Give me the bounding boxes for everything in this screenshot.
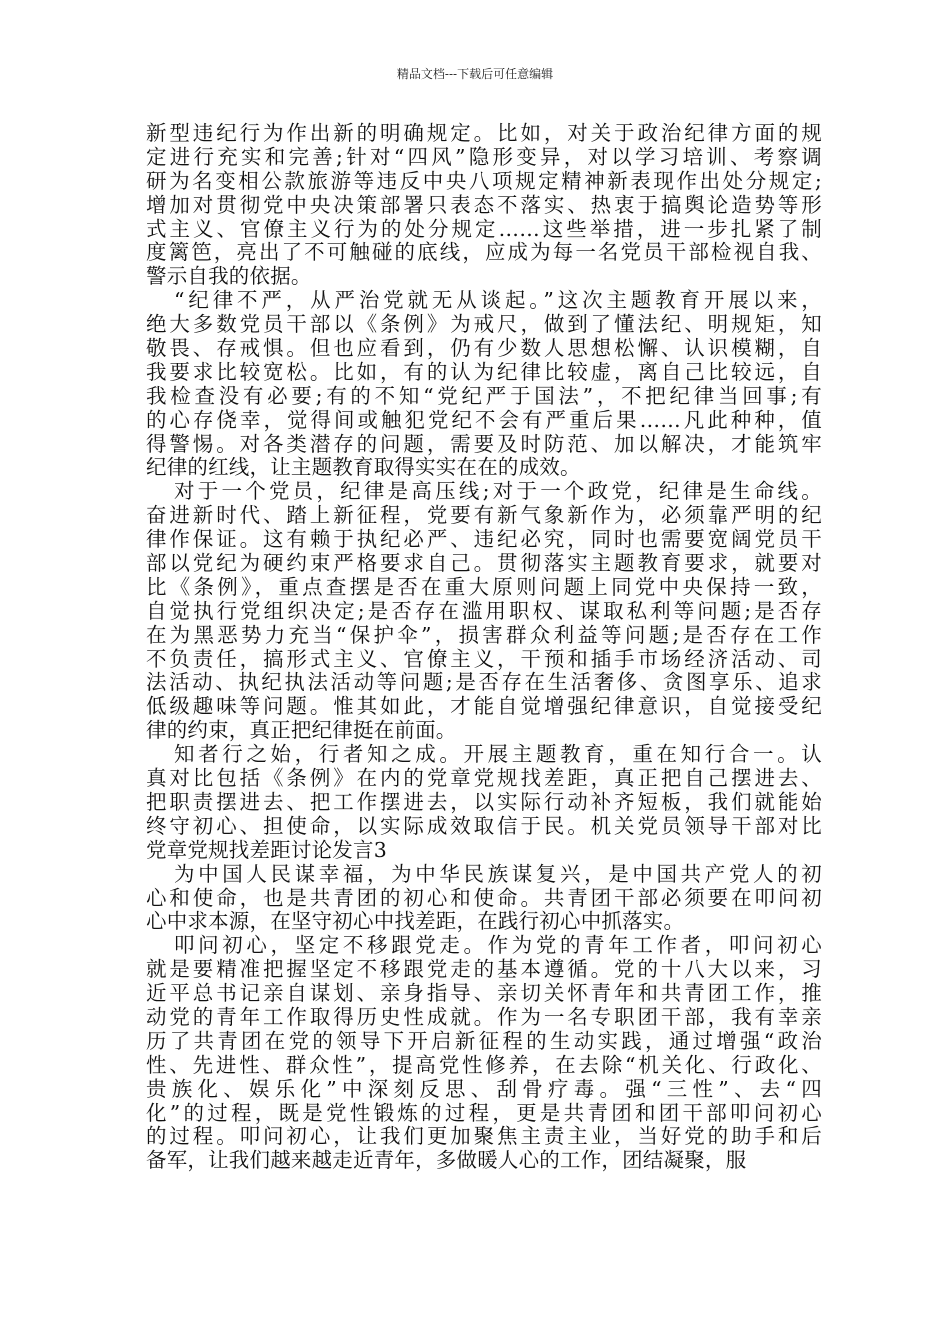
paragraph-line: 心和使命，也是共青团的初心和使命。共青团干部必须要在叩问初: [146, 885, 822, 910]
paragraph-line: 定进行充实和完善;针对“四风”隐形变异，对以学习培训、考察调: [146, 144, 822, 169]
paragraph-line: 得警惕。对各类潜存的问题，需要及时防范、加以解决，才能筑牢: [146, 431, 822, 456]
paragraph-line: 备军，让我们越来越走近青年，多做暖人心的工作，团结凝聚，服: [146, 1148, 747, 1173]
paragraph-line: 的心存侥幸，觉得间或触犯党纪不会有严重后果……凡此种种，值: [146, 407, 822, 432]
paragraph-line: 心中求本源，在坚守初心中找差距，在践行初心中抓落实。: [146, 909, 685, 934]
paragraph-line: 叩问初心，坚定不移跟党走。作为党的青年工作者，叩问初心: [174, 933, 822, 958]
paragraph-line: 式主义、官僚主义行为的处分规定……这些举措，进一步扎紧了制: [146, 216, 822, 241]
paragraph-line: 自觉执行党组织决定;是否存在滥用职权、谋取私利等问题;是否存: [146, 598, 822, 623]
paragraph-line: 纪律的红线，让主题教育取得实实在在的成效。: [146, 455, 581, 480]
paragraph-line: 我检查没有必要;有的不知“党纪严于国法”，不把纪律当回事;有: [146, 383, 822, 408]
paragraph-line: 警示自我的依据。: [146, 264, 312, 289]
paragraph-line: 知者行之始，行者知之成。开展主题教育，重在知行合一。认: [174, 742, 822, 767]
paragraph-line: 增加对贯彻党中央决策部署只表态不落实、热衷于搞舆论造势等形: [146, 192, 822, 217]
paragraph-line: 就是要精准把握坚定不移跟党走的基本遵循。党的十八大以来，习: [146, 957, 822, 982]
paragraph-line: 在为黑恶势力充当“保护伞”，损害群众利益等问题;是否存在工作: [146, 622, 822, 647]
paragraph-line: 化”的过程，既是党性锻炼的过程，更是共青团和团干部叩问初心: [146, 1100, 822, 1125]
paragraph-line: 研为名变相公款旅游等违反中央八项规定精神新表现作出处分规定;: [146, 168, 822, 193]
paragraph-line: 律作保证。这有赖于执纪必严、违纪必究，同时也需要宽阔党员干: [146, 527, 822, 552]
paragraph-line: 近平总书记亲自谋划、亲身指导、亲切关怀青年和共青团工作，推: [146, 981, 822, 1006]
paragraph-line: “纪律不严，从严治党就无从谈起。”这次主题教育开展以来，: [174, 288, 822, 313]
paragraph-line: 部以党纪为硬约束严格要求自己。贯彻落实主题教育要求，就要对: [146, 551, 822, 576]
paragraph-line: 法活动、执纪执法活动等问题;是否存在生活奢侈、贪图享乐、追求: [146, 670, 822, 695]
paragraph: [146, 122, 822, 289]
paragraph-line: 度篱笆，亮出了不可触碰的底线，应成为每一名党员干部检视自我、: [146, 240, 822, 265]
paragraph-line: 律的约束，真正把纪律挺在前面。: [146, 718, 457, 743]
paragraph-line: 奋进新时代、踏上新征程，党要有新气象新作为，必须靠严明的纪: [146, 503, 822, 528]
paragraph: [146, 863, 822, 935]
paragraph-line: 绝大多数党员干部以《条例》为戒尺，做到了懂法纪、明规矩，知: [146, 312, 822, 337]
paragraph-line: 新型违纪行为作出新的明确规定。比如，对关于政治纪律方面的规: [146, 121, 822, 145]
paragraph-line: 我要求比较宽松。比如，有的认为纪律比较虚，离自己比较远，自: [146, 359, 822, 384]
paragraph-line: 不负责任，搞形式主义、官僚主义，干预和插手市场经济活动、司: [146, 646, 822, 671]
paragraph: [146, 480, 822, 743]
paragraph-line: 为中国人民谋幸福，为中华民族谋复兴，是中国共产党人的初: [174, 861, 822, 886]
paragraph-line: 对于一个党员，纪律是高压线;对于一个政党，纪律是生命线。: [174, 479, 822, 504]
paragraph-line: 把职责摆进去、把工作摆进去，以实际行动补齐短板，我们就能始: [146, 789, 822, 814]
paragraph-line: 的过程。叩问初心，让我们更加聚焦主责主业，当好党的助手和后: [146, 1124, 822, 1149]
paragraph-line: 性、先进性、群众性”，提高党性修养，在去除“机关化、行政化、: [146, 1052, 822, 1077]
paragraph-line: 真对比包括《条例》在内的党章党规找差距，真正把自己摆进去、: [146, 766, 822, 791]
paragraph: [146, 289, 822, 480]
document-body: [146, 122, 822, 1173]
paragraph-line: 比《条例》，重点查摆是否在重大原则问题上同党中央保持一致，: [146, 574, 822, 599]
paragraph-line: 党章党规找差距讨论发言3: [146, 837, 387, 862]
paragraph-line: 终守初心、担使命，以实际成效取信于民。机关党员领导干部对比: [146, 813, 822, 838]
paragraph: [146, 743, 822, 862]
paragraph-line: 历了共青团在党的领导下开启新征程的生动实践，通过增强“政治: [146, 1028, 822, 1053]
paragraph-line: 敬畏、存戒惧。但也应看到，仍有少数人思想松懈、认识模糊，自: [146, 336, 822, 361]
paragraph-line: 贵族化、娱乐化”中深刻反思、刮骨疗毒。强“三性”、去“四: [146, 1076, 822, 1101]
paragraph: [146, 934, 822, 1173]
paragraph-line: 低级趣味等问题。惟其如此，才能自觉增强纪律意识，自觉接受纪: [146, 694, 822, 719]
page-header: 精品文档---下载后可任意编辑: [396, 67, 554, 81]
paragraph-line: 动党的青年工作取得历史性成就。作为一名专职团干部，我有幸亲: [146, 1004, 822, 1029]
